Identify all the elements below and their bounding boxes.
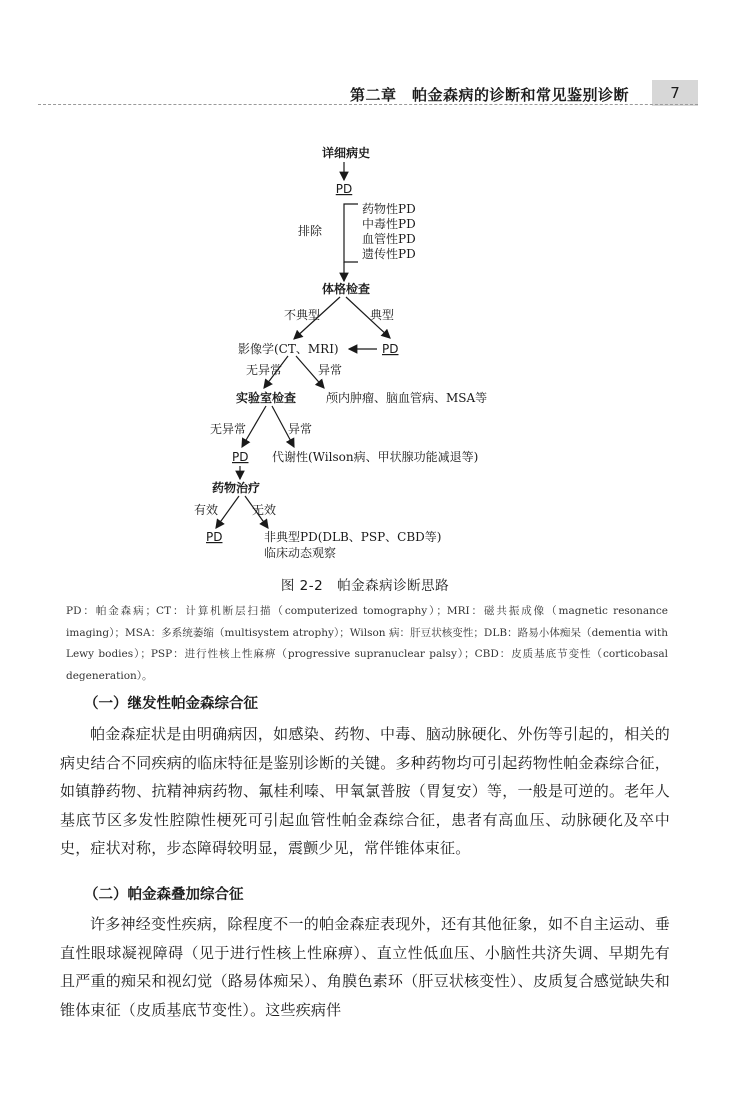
label-no-abnormal-1: 无异常 [246,363,283,377]
node-pd-2: PD [382,342,399,356]
label-exclude: 排除 [298,224,323,238]
label-atypical: 不典型 [284,308,321,322]
excluded-item: 药物性PD [362,202,416,216]
node-physical-exam: 体格检查 [321,282,371,296]
node-pd-1: PD [335,182,353,196]
excluded-item: 中毒性PD [362,217,416,231]
section-heading: （一）继发性帕金森综合征 [84,696,258,712]
figure-caption: 图 2-2 帕金森病诊断思路 [280,578,450,594]
node-metabolic: 代谢性(Wilson病、甲状腺功能减退等) [272,450,479,464]
page-number: 7 [652,80,698,106]
label-ineffective: 无效 [252,503,277,517]
node-imaging-abnormal: 颅内肿瘤、脑血管病、MSA等 [326,391,488,405]
node-pd-3: PD [232,450,249,464]
excluded-item: 遗传性PD [362,247,416,261]
section-paragraph: 帕金森症状是由明确病因，如感染、药物、中毒、脑动脉硬化、外伤等引起的，相关的病史结合不同疾病的临床特征是鉴别诊断的关键。多种药物均可引起药物性帕金森综合征，如镇静药物、抗精神病药物、氟桂利嗪、甲氧氯普胺（胃复安）等，一般是可逆的。老年人基底节区多发性腔隙性梗死可引起血管性帕金森综合征，患者有高血压、动脉硬化及卒中史，症状对称，步态障碍较明显，震颤少见，常伴锥体束征。 [60,725,670,858]
node-atypical-pd: 非典型PD(DLB、PSP、CBD等) [264,530,442,544]
figure-note: PD：帕金森病；CT：计算机断层扫描（computerized tomography）；MRI：磁共振成像（magnetic resonance imaging）；MSA：多系统萎缩（multisystem atrophy）；Wilson 病：肝豆状核变性；DLB：路易小体痴呆（dementia with Lewy bodies）；PSP：进行性核上性麻痹（progressive supranuclear palsy）；CBD：皮质基底节变性（corticobasal degeneration）。 [66,605,668,682]
chapter-title: 第二章 帕金森病的诊断和常见鉴别诊断 [350,86,630,104]
node-lab: 实验室检查 [236,391,297,405]
node-pd-4: PD [206,530,223,544]
node-history: 详细病史 [321,146,371,160]
label-effective: 有效 [194,503,219,517]
node-drug-therapy: 药物治疗 [212,481,261,495]
label-abnormal-2: 异常 [288,422,313,436]
bracket-excluded [344,204,358,262]
label-typical: 典型 [370,308,395,322]
excluded-item: 血管性PD [362,232,416,246]
section-paragraph: 许多神经变性疾病，除程度不一的帕金森症表现外，还有其他征象，如不自主运动、垂直性眼球凝视障碍（见于进行性核上性麻痹）、直立性低血压、小脑性共济失调、早期先有且严重的痴呆和视幻觉（路易体痴呆）、角膜色素环（肝豆状核变性）、皮质复合感觉缺失和锥体束征（皮质基底节变性）。这些疾病伴 [60,915,670,1019]
label-no-abnormal-2: 无异常 [210,422,247,436]
label-abnormal-1: 异常 [318,363,343,377]
arrow-drug-pd4 [216,496,239,528]
node-imaging: 影像学(CT、MRI) [238,342,339,356]
node-observe: 临床动态观察 [264,546,337,560]
section-heading: （二）帕金森叠加综合征 [84,887,244,903]
